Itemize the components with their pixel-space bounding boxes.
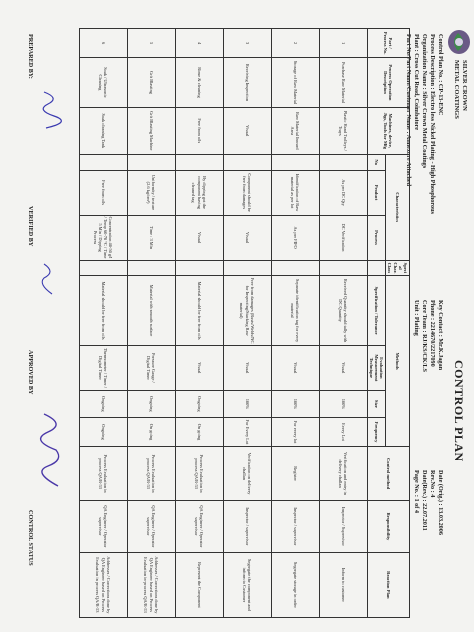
col-process: Process (367, 215, 386, 260)
company-name: SILVER CROWN METAL COATINGS (453, 60, 468, 119)
table-cell: Free from oils (175, 107, 223, 154)
table-cell: 100% (271, 390, 319, 417)
table-cell: 4 (175, 29, 223, 58)
table-cell: Process Evaluation in process QA/R-53 (175, 447, 223, 501)
col-sample-freq: Frequency (367, 417, 386, 446)
table-cell: Ongoing (79, 417, 127, 446)
table-cell: Free from oils (79, 170, 127, 215)
verified-by-label: VERIFIED BY (27, 206, 34, 247)
part-info: Part No/Part Name/Customer Name : Annexure Attached (405, 34, 412, 187)
table-cell: Free from damages (Rusts/Welds/NC for Inspecting/Stacking Raw material) (223, 276, 271, 346)
col-machines: Machines, device, Jigs, Tools for Mfg (367, 107, 409, 154)
group-special-char: Special Char. Class (386, 260, 410, 276)
table-cell: 1 (319, 29, 367, 58)
table-cell: Raw Material Inward Area (271, 107, 319, 154)
table-cell: Soak / Ultrasonic Cleaning (79, 58, 127, 107)
table-cell: As per DC Qty (319, 170, 367, 215)
table-cell: Plastic Hand Trolleys / Trays (319, 107, 367, 154)
table-cell: QA Engineer / Operator supervisor (175, 501, 223, 553)
col-process-desc: Process Operation Description (367, 58, 409, 107)
table-cell: For every lot (271, 417, 319, 446)
group-characteristics: Characteristics (386, 154, 410, 260)
table-cell: QA Engineer / Operator supervisor (127, 501, 175, 553)
table-cell: Ongoing (79, 390, 127, 417)
table-row (223, 29, 271, 618)
page-no: Page No. : 1 of 4 (413, 470, 420, 513)
page-title: CONTROL PLAN (452, 360, 466, 462)
table-cell (175, 260, 223, 276)
table-cell (175, 154, 223, 170)
table-cell (271, 154, 319, 170)
table-cell: DC Verification (319, 215, 367, 260)
control-plan-no: Control Plan No. : CP-13-ENC (437, 34, 444, 116)
table-cell: 100% (223, 390, 271, 417)
header-middle (412, 300, 444, 460)
signature-verified (36, 262, 58, 296)
table-cell: Register (271, 447, 319, 501)
prepared-by-label: PREPARED BY: (27, 34, 34, 79)
signature-prepared (38, 90, 64, 130)
group-reaction-plan: Reaction Plan (367, 552, 409, 617)
table-cell: Material with smooth surface (127, 276, 175, 346)
table-cell: Purchase Raw Material (319, 58, 367, 107)
approved-by-label: APPROVED BY (27, 350, 34, 395)
table-body (79, 29, 367, 618)
table-cell: Visual (223, 215, 271, 260)
table-cell: Material should be free from oils (175, 276, 223, 346)
group-control-method: Control method (367, 447, 409, 501)
table-cell: Ongoing (175, 390, 223, 417)
table-cell: Grit Blasting Machine (127, 107, 175, 154)
phone: Phone : 2214670/2217090 (429, 300, 436, 367)
group-responsibility: Responsibility (367, 501, 409, 553)
table-cell: Segregate storage in order (271, 552, 319, 617)
group-header-row (386, 29, 410, 618)
date-orig: Date (Orig.) : 13.03.2006 (437, 470, 444, 535)
table-cell: Rinse & cleaning (175, 58, 223, 107)
col-special (367, 260, 386, 276)
table-cell: As per FIFO (271, 215, 319, 260)
table-cell: Represent the Component (175, 552, 223, 617)
table-cell: Addresses / Corrections done by QA Engineer based on Process Evaluation in-process QA/R-53 (127, 552, 175, 617)
table-cell: Inspector / supervisor (223, 501, 271, 553)
table-cell: Separate identification tag for every material (271, 276, 319, 346)
table-cell: 6 (79, 29, 127, 58)
table-cell (319, 260, 367, 276)
header-left (404, 34, 444, 274)
table-cell: Process Evaluation in process QA/R-53 (127, 447, 175, 501)
table-cell: Soak cleaning Tank (79, 107, 127, 154)
table-cell: Inspector / Supervisor (319, 501, 367, 553)
table-cell: Receiving Inspection (223, 58, 271, 107)
table-cell: Identification of Raw material as per lot (271, 170, 319, 215)
table-cell: By dipping got the component having cleaned tag (175, 170, 223, 215)
plant: Plant : Cross Cut Road, Coimbatore (413, 34, 420, 131)
unit: Unit : Plating (413, 300, 420, 336)
table-cell (127, 154, 175, 170)
table-cell (223, 154, 271, 170)
core-team: Core Team : RJ/KS/CK/LS (421, 300, 428, 372)
col-part-no: Part / Process No. (367, 29, 409, 58)
table-cell: Inform to customer (319, 552, 367, 617)
table-cell: On going (175, 417, 223, 446)
table-cell: Visual (271, 345, 319, 390)
control-status-label: CONTROL STATUS (27, 510, 34, 566)
table-cell: Every Lot (319, 417, 367, 446)
header-right (412, 470, 444, 620)
col-specification: Specification / Tolerance (367, 276, 386, 346)
col-eval-technique: Evaluation Measurement Technique (367, 345, 386, 390)
table-cell: QA Engineer / Operator supervisor (79, 501, 127, 553)
col-product: Product (367, 170, 386, 215)
table-cell: Visual (223, 107, 271, 154)
table-cell: Uniformity / texture (2.6 kg/cm²) (127, 170, 175, 215)
table-cell: Component should be free from damages (223, 170, 271, 215)
table-cell: Verification on delivery challan (223, 447, 271, 501)
table-cell: Addresses / Corrections done by QA Engineer based on Process Evaluation in process QA/R-53 (79, 552, 127, 617)
key-contact: Key Contact : Mr.K.Jagan (437, 300, 444, 371)
table-cell: Material should be free from oils (79, 276, 127, 346)
table-cell: Storage of Raw Material (271, 58, 319, 107)
group-methods: Methods (386, 276, 410, 447)
table-cell (271, 260, 319, 276)
col-sample-size: Size (367, 390, 386, 417)
table-cell: Inspector / supervisor (271, 501, 319, 553)
table-cell: 100% (319, 390, 367, 417)
control-plan-table (79, 28, 410, 618)
table-cell (127, 260, 175, 276)
table-cell: On going (127, 417, 175, 446)
col-no: No (367, 154, 386, 170)
table-cell: 5 (127, 29, 175, 58)
table-row (127, 29, 175, 618)
table-cell: Pressure Gauge / Digital Timer (127, 345, 175, 390)
table-cell: 2 (271, 29, 319, 58)
process-description: Process Description : Electro less Nickel Plating - High Phosphorous (429, 34, 436, 214)
table-cell: Concentration 40-50 g/l / Temp 60-70 °C / Time 5 Min / Dipping Process (79, 215, 127, 260)
table-row (79, 29, 127, 618)
table-cell: Grit Blasting (127, 58, 175, 107)
table-cell: Visual (175, 345, 223, 390)
signature-approved (36, 410, 70, 490)
table-cell: Visual (319, 345, 367, 390)
company-logo (446, 28, 472, 56)
table-row (271, 29, 319, 618)
table-cell: Ongoing (127, 390, 175, 417)
table-cell: Visual (223, 345, 271, 390)
table-cell (79, 154, 127, 170)
table-cell (223, 260, 271, 276)
organization-name: Organization Name : Silver Crown Metal Coatings (421, 34, 428, 169)
table-cell: Segregate the component and inform to Customer (223, 552, 271, 617)
table-cell: Visual (175, 215, 223, 260)
table-cell: Process Evaluation in process QA/R-53 (79, 447, 127, 501)
table-cell: For Every Lot (223, 417, 271, 446)
table-cell: Received Quantity should tally with DC Quantity (319, 276, 367, 346)
table-row (319, 29, 367, 618)
table-cell (319, 154, 367, 170)
table-row (175, 29, 223, 618)
date-rev: Date(Rev.) : 22.07.2011 (421, 470, 428, 531)
table-cell: 3 (223, 29, 271, 58)
rev-no: Rev.No : 4 (429, 470, 436, 498)
table-cell: Thermometer / Timer / Digital Timer (79, 345, 127, 390)
table-cell (79, 260, 127, 276)
table-cell: Time : 3 Min (127, 215, 175, 260)
table-cell: Verification and entry in delivery challan (319, 447, 367, 501)
